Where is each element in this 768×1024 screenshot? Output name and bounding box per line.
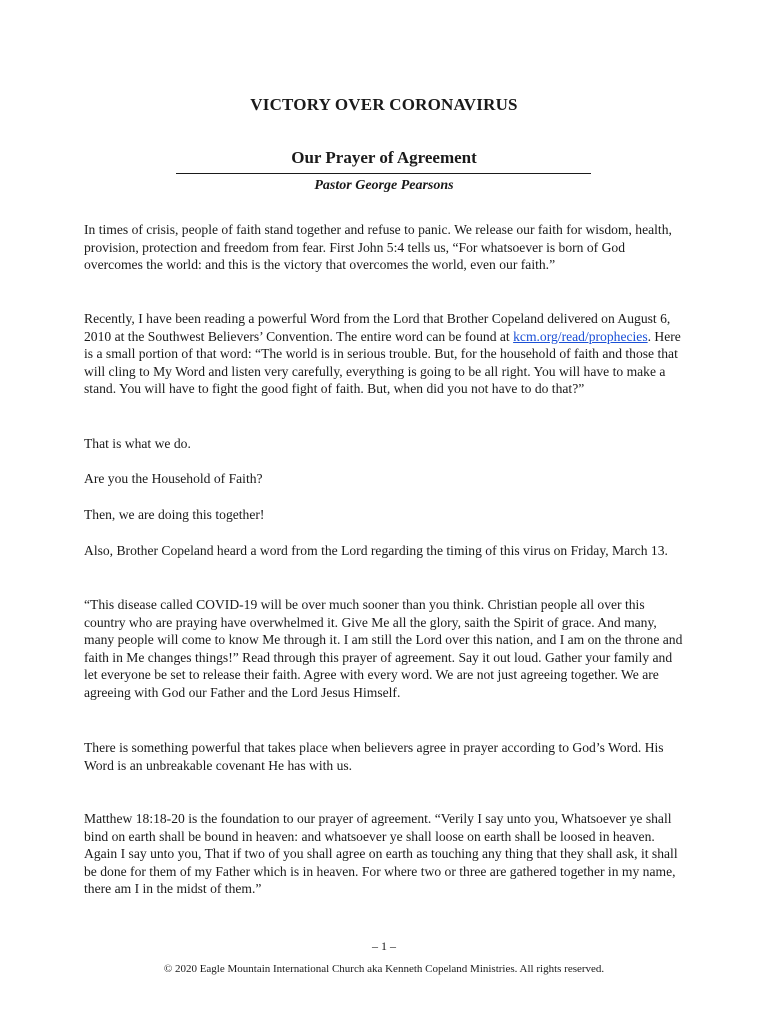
copyright-notice: © 2020 Eagle Mountain International Church aka Kenneth Copeland Ministries. All rights reserved. (163, 963, 605, 975)
paragraph-what-we-do: That is what we do. (84, 436, 191, 451)
paragraph-timing: Also, Brother Copeland heard a word from the Lord regarding the timing of this virus on Friday, March 13. (84, 543, 668, 558)
page-number: – 1 – (372, 939, 396, 953)
paragraph-recently-text-end: . Here is a small portion of that word: “The world is in serious trouble. But, for the household of faith and those that will cling to My Word and listen very carefully, everything is going to be all right. You will have to make a stand. You will have to fight the good fight of faith. But, when did you not have to do that?” (84, 328, 681, 396)
document-title: VICTORY OVER CORONAVIRUS (250, 95, 518, 114)
paragraph-covenant: There is something powerful that takes place when believers agree in prayer according to God’s Word. His Word is an unbreakable covenant He has with us. (84, 740, 664, 773)
title-divider (176, 173, 591, 174)
paragraph-covid-word: “This disease called COVID-19 will be over much sooner than you think. Christian people all over this country who are praying have overwhelmed it. Give Me all the glory, saith the Spirit of grace. And many, many people will come to know Me through it. I am still the Lord over this nation, and I am on the throne and faith in Me changes things!” Read through this prayer of agreement. Say it out loud. Gather your family and let everyone be set to release their faith. Agree with every word. We are not just agreeing together. We are agreeing with God our Father and the Lord Jesus Himself. (84, 597, 683, 700)
prophecies-link[interactable]: kcm.org/read/prophecies (513, 328, 648, 344)
document-subtitle: Our Prayer of Agreement (291, 148, 477, 167)
paragraph-recently-text-start: Recently, I have been reading a powerful Word from the Lord that Brother Copeland delivered on August 6, 2010 at the Southwest Believers’ Convention. The entire word can be found at (84, 311, 671, 344)
author-byline: Pastor George Pearsons (314, 178, 454, 193)
paragraph-together: Then, we are doing this together! (84, 507, 265, 522)
paragraph-intro: In times of crisis, people of faith stand together and refuse to panic. We release our faith for wisdom, health, provision, protection and freedom from fear. First John 5:4 tells us, “For whatsoever is born of God overcomes the world: and this is the victory that overcomes the world, even our faith.” (84, 222, 672, 272)
paragraph-recently (84, 310, 686, 398)
paragraph-matthew: Matthew 18:18-20 is the foundation to our prayer of agreement. “Verily I say unto you, Whatsoever ye shall bind on earth shall be bound in heaven: and whatsoever ye shall loose on earth shall be loosed in heaven. Again I say unto you, That if two of you shall agree on earth as touching any thing that they shall ask, it shall be done for them of my Father which is in heaven. For where two or three are gathered together in my name, there am I in the midst of them.” (84, 811, 678, 896)
paragraph-household-question: Are you the Household of Faith? (84, 471, 263, 486)
